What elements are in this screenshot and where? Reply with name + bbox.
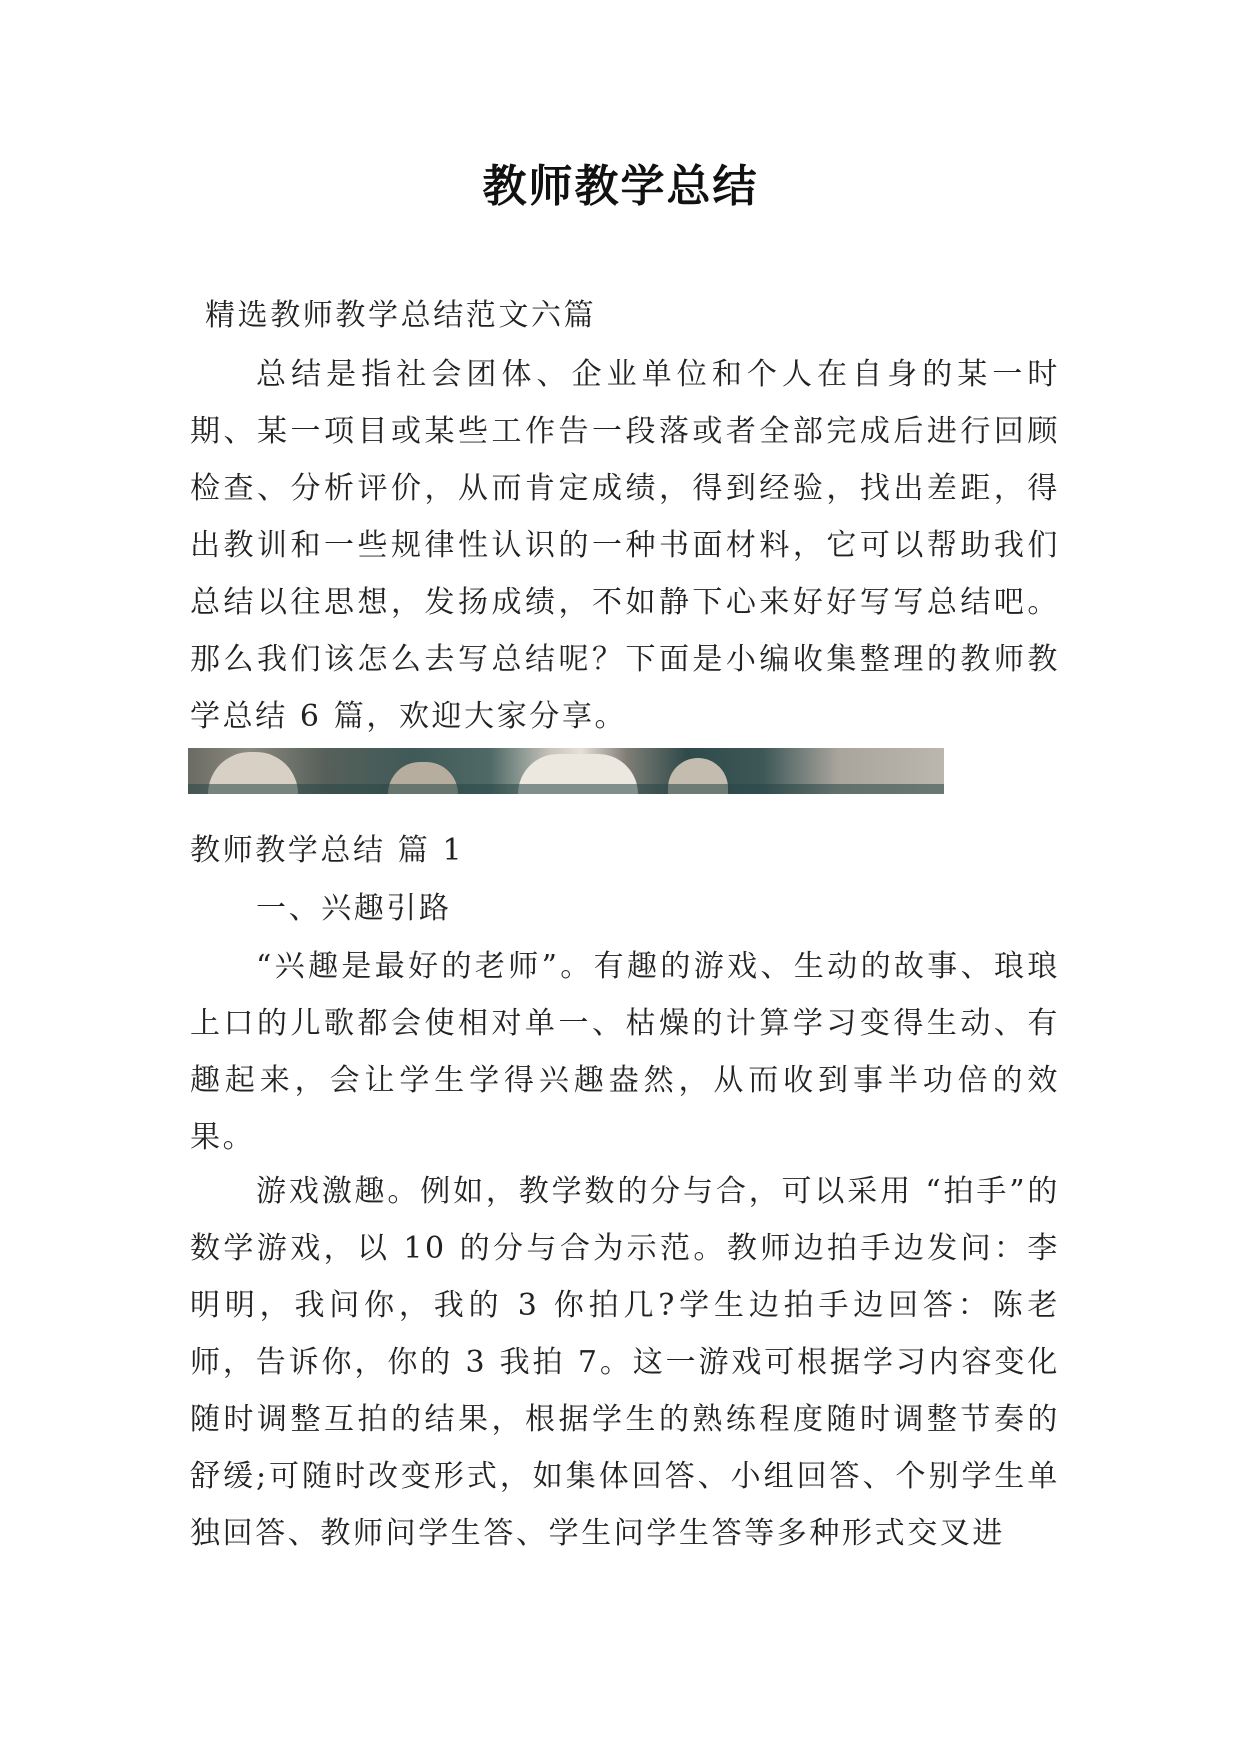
- intro-paragraph: 总结是指社会团体、企业单位和个人在自身的某一时期、某一项目或某些工作告一段落或者全部完成后进行回顾检查、分析评价，从而肯定成绩，得到经验，找出差距，得出教训和一些规律性认识的一种书面材料，它可以帮助我们总结以往思想，发扬成绩，不如静下心来好好写写总结吧。那么我们该怎么去写总结呢？下面是小编收集整理的教师教学总结 6 篇，欢迎大家分享。: [190, 357, 1060, 734]
- document-title: 教师教学总结: [482, 161, 759, 212]
- body-paragraph: “兴趣是最好的老师”。有趣的游戏、生动的故事、琅琅上口的儿歌都会使相对单一、枯燥的计算学习变得生动、有趣起来，会让学生学得兴趣盎然，从而收到事半功倍的效果。: [190, 949, 1060, 1155]
- photo-floor: [188, 784, 944, 794]
- sub-heading: 一、兴趣引路: [256, 891, 452, 926]
- document-subtitle: 精选教师教学总结范文六篇: [205, 298, 597, 333]
- classroom-photo: [188, 748, 944, 794]
- section-heading: 教师教学总结 篇 1: [190, 833, 465, 868]
- body-paragraph: 游戏激趣。例如，教学数的分与合，可以采用 “拍手”的数学游戏，以 10 的分与合为示范。教师边拍手边发问：李明明，我问你，我的 3 你拍几?学生边拍手边回答：陈老师，告诉你，你的 3 我拍 7。这一游戏可根据学习内容变化随时调整互拍的结果，根据学生的熟练程度随时调整节奏的舒缓;可随时改变形式，如集体回答、小组回答、个别学生单独回答、教师问学生答、学生问学生答等多种形式交叉进: [190, 1174, 1060, 1551]
